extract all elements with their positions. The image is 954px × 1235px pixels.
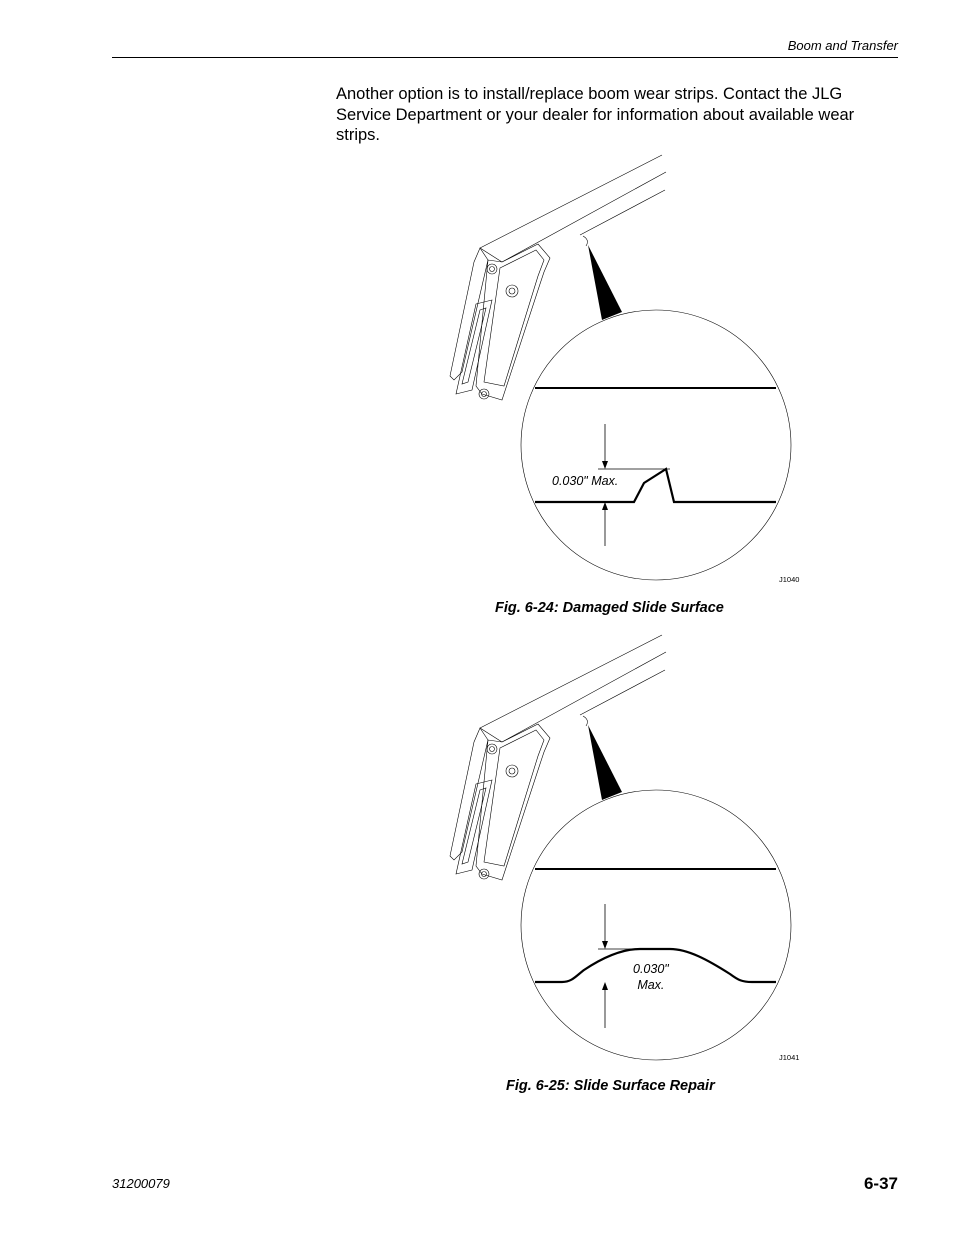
figure-damaged-slide-surface bbox=[440, 150, 820, 590]
figure-caption: Fig. 6-25: Slide Surface Repair bbox=[506, 1078, 715, 1094]
dimension-label-line1: 0.030" bbox=[633, 962, 669, 976]
figure-slide-surface-repair bbox=[440, 630, 820, 1070]
dimension-label-line2: Max. bbox=[637, 978, 665, 992]
running-header: Boom and Transfer bbox=[787, 38, 898, 53]
page-number: 6-37 bbox=[863, 1174, 898, 1193]
drawing-id: J1040 bbox=[779, 575, 800, 584]
dimension-label bbox=[633, 961, 669, 993]
header-rule bbox=[112, 57, 898, 58]
body-paragraph: Another option is to install/replace boom wear strips. Contact the JLG Service Department or your dealer for information about available wear strips. bbox=[336, 85, 855, 144]
figure-caption: Fig. 6-24: Damaged Slide Surface bbox=[495, 600, 724, 616]
boom-detail-drawing-1 bbox=[440, 150, 820, 590]
document-number: 31200079 bbox=[112, 1176, 170, 1191]
drawing-id: J1041 bbox=[779, 1053, 800, 1062]
boom-detail-drawing-2 bbox=[440, 630, 820, 1070]
dimension-label: 0.030" Max. bbox=[552, 474, 619, 488]
